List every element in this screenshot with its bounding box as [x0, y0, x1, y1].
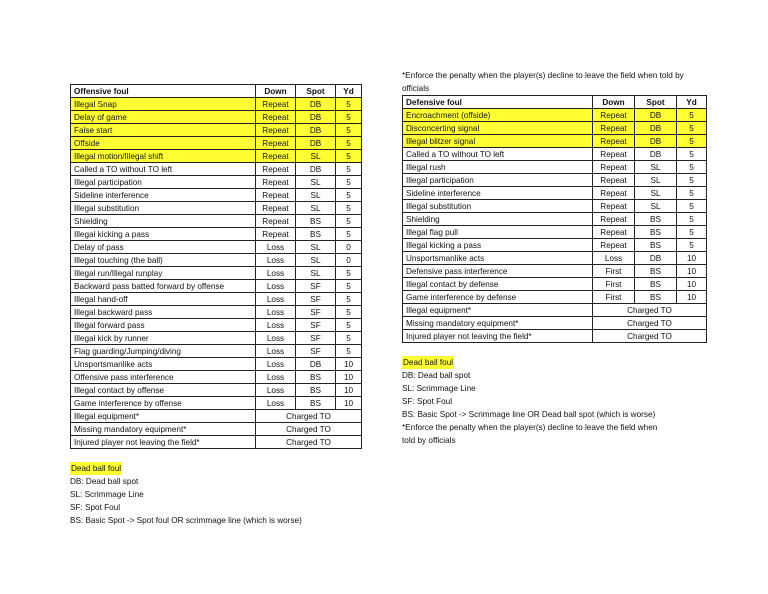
column-header: Defensive foul: [403, 96, 593, 109]
foul-cell: Disconcerting signal: [403, 122, 593, 135]
yard-cell: 5: [336, 215, 362, 228]
legend-title: Dead ball foul: [71, 464, 122, 473]
table-row: [71, 202, 362, 215]
spot-cell: SL: [635, 200, 677, 213]
defensive-fouls-body: [403, 109, 707, 343]
spot-cell: SL: [635, 174, 677, 187]
down-cell: Repeat: [593, 109, 635, 122]
spot-cell: SL: [296, 241, 336, 254]
yard-cell: 5: [336, 150, 362, 163]
down-cell: First: [593, 278, 635, 291]
table-row: [403, 135, 707, 148]
down-cell: Repeat: [593, 122, 635, 135]
down-cell: Loss: [256, 254, 296, 267]
down-cell: Loss: [256, 371, 296, 384]
legend-title: Dead ball foul: [403, 358, 454, 367]
table-row: [71, 215, 362, 228]
result-cell: Charged TO: [593, 304, 707, 317]
foul-cell: Encroachment (offside): [403, 109, 593, 122]
table-row: [71, 267, 362, 280]
foul-cell: Called a TO without TO left: [71, 163, 256, 176]
table-row: [71, 384, 362, 397]
offensive-fouls-table: [70, 84, 362, 449]
foul-cell: Illegal blitzer signal: [403, 135, 593, 148]
foul-cell: Illegal participation: [71, 176, 256, 189]
yard-cell: 0: [336, 241, 362, 254]
foul-cell: Illegal run/Illegal runplay: [71, 267, 256, 280]
yard-cell: 5: [336, 332, 362, 345]
legend-line: told by officials: [402, 436, 456, 445]
foul-cell: Illegal participation: [403, 174, 593, 187]
yard-cell: 5: [336, 293, 362, 306]
spot-cell: BS: [296, 397, 336, 410]
foul-cell: Illegal contact by defense: [403, 278, 593, 291]
legend-line: SL: Scrimmage Line: [402, 384, 476, 393]
yard-cell: 10: [677, 291, 707, 304]
spot-cell: SF: [296, 280, 336, 293]
table-row: [71, 371, 362, 384]
defensive-fouls-table: [402, 95, 707, 343]
yard-cell: 10: [336, 397, 362, 410]
down-cell: Repeat: [256, 176, 296, 189]
column-header: Down: [593, 96, 635, 109]
yard-cell: 5: [677, 135, 707, 148]
table-row: [71, 137, 362, 150]
table-row: [403, 187, 707, 200]
foul-cell: Unsportsmanlike acts: [403, 252, 593, 265]
table-row: [403, 161, 707, 174]
yard-cell: 5: [677, 148, 707, 161]
yard-cell: 10: [677, 278, 707, 291]
table-row: [71, 293, 362, 306]
table-row: [71, 98, 362, 111]
down-cell: Loss: [256, 267, 296, 280]
down-cell: Repeat: [593, 135, 635, 148]
table-row: [71, 176, 362, 189]
table-row: [71, 228, 362, 241]
spot-cell: BS: [635, 213, 677, 226]
spot-cell: BS: [296, 371, 336, 384]
down-cell: First: [593, 265, 635, 278]
table-row: [403, 330, 707, 343]
foul-cell: Illegal kicking a pass: [403, 239, 593, 252]
down-cell: Repeat: [593, 213, 635, 226]
spot-cell: DB: [635, 252, 677, 265]
foul-cell: Game interference by offense: [71, 397, 256, 410]
table-header-row: [403, 96, 707, 109]
spot-cell: DB: [635, 148, 677, 161]
legend-line: DB: Dead ball spot: [402, 371, 471, 380]
down-cell: Repeat: [593, 148, 635, 161]
down-cell: Loss: [256, 306, 296, 319]
down-cell: First: [593, 291, 635, 304]
foul-cell: Missing mandatory equipment*: [71, 423, 256, 436]
legend-line: BS: Basic Spot -> Scrimmage line OR Dead ball spot (which is worse): [402, 410, 656, 419]
down-cell: Repeat: [593, 226, 635, 239]
foul-cell: Illegal kicking a pass: [71, 228, 256, 241]
foul-cell: Illegal Snap: [71, 98, 256, 111]
foul-cell: Illegal substitution: [403, 200, 593, 213]
spot-cell: DB: [296, 111, 336, 124]
foul-cell: Shielding: [403, 213, 593, 226]
spot-cell: DB: [635, 135, 677, 148]
legend-line: *Enforce the penalty when the player(s) decline to leave the field when: [402, 423, 658, 432]
spot-cell: BS: [635, 291, 677, 304]
foul-cell: Illegal rush: [403, 161, 593, 174]
yard-cell: 10: [336, 371, 362, 384]
result-cell: Charged TO: [256, 436, 362, 449]
table-row: [71, 241, 362, 254]
down-cell: Repeat: [256, 202, 296, 215]
down-cell: Repeat: [256, 228, 296, 241]
yard-cell: 5: [336, 267, 362, 280]
yard-cell: 10: [336, 384, 362, 397]
table-row: [403, 122, 707, 135]
down-cell: Repeat: [256, 137, 296, 150]
spot-cell: SF: [296, 332, 336, 345]
yard-cell: 10: [336, 358, 362, 371]
foul-cell: Illegal flag pull: [403, 226, 593, 239]
table-row: [403, 265, 707, 278]
yard-cell: 5: [336, 306, 362, 319]
foul-cell: Injured player not leaving the field*: [71, 436, 256, 449]
column-header: Down: [256, 85, 296, 98]
yard-cell: 5: [336, 137, 362, 150]
foul-cell: Offensive pass interference: [71, 371, 256, 384]
down-cell: Loss: [256, 241, 296, 254]
table-row: [403, 317, 707, 330]
spot-cell: DB: [296, 137, 336, 150]
legend-line: SL: Scrimmage Line: [70, 490, 144, 499]
down-cell: Repeat: [256, 163, 296, 176]
yard-cell: 5: [677, 226, 707, 239]
foul-cell: Called a TO without TO left: [403, 148, 593, 161]
yard-cell: 5: [336, 189, 362, 202]
down-cell: Repeat: [593, 239, 635, 252]
yard-cell: 0: [336, 254, 362, 267]
column-header: Offensive foul: [71, 85, 256, 98]
foul-cell: Illegal motion/Illegal shift: [71, 150, 256, 163]
table-row: [71, 423, 362, 436]
yard-cell: 5: [336, 98, 362, 111]
down-cell: Repeat: [256, 215, 296, 228]
table-row: [403, 239, 707, 252]
foul-cell: Unsportsmanlike acts: [71, 358, 256, 371]
column-header: Spot: [296, 85, 336, 98]
down-cell: Repeat: [256, 150, 296, 163]
legend-line: DB: Dead ball spot: [70, 477, 139, 486]
spot-cell: BS: [296, 228, 336, 241]
spot-cell: SL: [635, 161, 677, 174]
foul-cell: Illegal touching (the ball): [71, 254, 256, 267]
spot-cell: SL: [296, 267, 336, 280]
foul-cell: Flag guarding/Jumping/diving: [71, 345, 256, 358]
foul-cell: Illegal backward pass: [71, 306, 256, 319]
table-row: [403, 291, 707, 304]
table-row: [71, 124, 362, 137]
yard-cell: 5: [336, 176, 362, 189]
offense-legend: [70, 462, 302, 527]
foul-cell: False start: [71, 124, 256, 137]
down-cell: Loss: [256, 384, 296, 397]
down-cell: Repeat: [256, 98, 296, 111]
column-header: Yd: [677, 96, 707, 109]
table-row: [403, 213, 707, 226]
down-cell: Loss: [256, 293, 296, 306]
spot-cell: DB: [296, 358, 336, 371]
column-header: Spot: [635, 96, 677, 109]
table-row: [71, 319, 362, 332]
spot-cell: SL: [635, 187, 677, 200]
down-cell: Repeat: [593, 174, 635, 187]
table-row: [403, 174, 707, 187]
foul-cell: Illegal forward pass: [71, 319, 256, 332]
spot-cell: SF: [296, 319, 336, 332]
yard-cell: 5: [677, 161, 707, 174]
result-cell: Charged TO: [593, 317, 707, 330]
column-header: Yd: [336, 85, 362, 98]
foul-cell: Defensive pass interference: [403, 265, 593, 278]
foul-cell: Backward pass batted forward by offense: [71, 280, 256, 293]
spot-cell: SL: [296, 176, 336, 189]
foul-cell: Injured player not leaving the field*: [403, 330, 593, 343]
foul-cell: Missing mandatory equipment*: [403, 317, 593, 330]
spot-cell: SL: [296, 150, 336, 163]
down-cell: Repeat: [256, 111, 296, 124]
foul-cell: Sideline interference: [403, 187, 593, 200]
yard-cell: 5: [677, 187, 707, 200]
spot-cell: SF: [296, 345, 336, 358]
table-row: [71, 397, 362, 410]
table-row: [71, 358, 362, 371]
yard-cell: 5: [677, 122, 707, 135]
spot-cell: SL: [296, 189, 336, 202]
table-header-row: [71, 85, 362, 98]
yard-cell: 5: [677, 239, 707, 252]
down-cell: Loss: [256, 332, 296, 345]
foul-cell: Delay of game: [71, 111, 256, 124]
yard-cell: 5: [677, 213, 707, 226]
down-cell: Repeat: [593, 161, 635, 174]
down-cell: Repeat: [256, 124, 296, 137]
spot-cell: SF: [296, 293, 336, 306]
yard-cell: 5: [336, 124, 362, 137]
spot-cell: DB: [296, 163, 336, 176]
spot-cell: BS: [635, 265, 677, 278]
foul-cell: Illegal hand-off: [71, 293, 256, 306]
table-row: [403, 109, 707, 122]
down-cell: Loss: [256, 397, 296, 410]
table-row: [71, 150, 362, 163]
yard-cell: 5: [336, 228, 362, 241]
spot-cell: BS: [296, 384, 336, 397]
yard-cell: 10: [677, 252, 707, 265]
spot-cell: BS: [635, 278, 677, 291]
spot-cell: SL: [296, 202, 336, 215]
table-row: [71, 345, 362, 358]
spot-cell: DB: [635, 122, 677, 135]
spot-cell: BS: [296, 215, 336, 228]
table-row: [403, 200, 707, 213]
result-cell: Charged TO: [256, 423, 362, 436]
down-cell: Repeat: [593, 187, 635, 200]
table-row: [403, 148, 707, 161]
table-row: [403, 304, 707, 317]
foul-cell: Illegal kick by runner: [71, 332, 256, 345]
defense-legend: [402, 356, 702, 447]
table-row: [71, 111, 362, 124]
down-cell: Repeat: [256, 189, 296, 202]
table-row: [403, 252, 707, 265]
foul-cell: Sideline interference: [71, 189, 256, 202]
yard-cell: 5: [677, 200, 707, 213]
foul-cell: Delay of pass: [71, 241, 256, 254]
table-row: [71, 306, 362, 319]
yard-cell: 5: [336, 345, 362, 358]
table-row: [71, 332, 362, 345]
foul-cell: Offside: [71, 137, 256, 150]
table-row: [403, 278, 707, 291]
foul-cell: Illegal substitution: [71, 202, 256, 215]
table-row: [71, 436, 362, 449]
yard-cell: 5: [336, 202, 362, 215]
down-cell: Loss: [256, 345, 296, 358]
spot-cell: SF: [296, 306, 336, 319]
table-row: [71, 163, 362, 176]
down-cell: Loss: [256, 319, 296, 332]
yard-cell: 5: [336, 111, 362, 124]
spot-cell: DB: [296, 124, 336, 137]
spot-cell: DB: [635, 109, 677, 122]
yard-cell: 10: [677, 265, 707, 278]
table-row: [71, 254, 362, 267]
yard-cell: 5: [677, 174, 707, 187]
spot-cell: BS: [635, 226, 677, 239]
table-row: [403, 226, 707, 239]
spot-cell: BS: [635, 239, 677, 252]
down-cell: Loss: [593, 252, 635, 265]
yard-cell: 5: [677, 109, 707, 122]
table-row: [71, 189, 362, 202]
down-cell: Loss: [256, 280, 296, 293]
foul-cell: Shielding: [71, 215, 256, 228]
legend-line: SF: Spot Foul: [70, 503, 121, 512]
legend-line: BS: Basic Spot -> Spot foul OR scrimmage line (which is worse): [70, 516, 302, 525]
foul-cell: Game interference by defense: [403, 291, 593, 304]
foul-cell: Illegal contact by offense: [71, 384, 256, 397]
offensive-fouls-body: [71, 98, 362, 449]
legend-line: SF: Spot Foul: [402, 397, 453, 406]
yard-cell: 5: [336, 163, 362, 176]
result-cell: Charged TO: [593, 330, 707, 343]
spot-cell: DB: [296, 98, 336, 111]
table-row: [71, 410, 362, 423]
defense-enforce-note: *Enforce the penalty when the player(s) decline to leave the field when told by officials: [402, 71, 684, 93]
foul-cell: Illegal equipment*: [71, 410, 256, 423]
spot-cell: SL: [296, 254, 336, 267]
foul-cell: Illegal equipment*: [403, 304, 593, 317]
down-cell: Loss: [256, 358, 296, 371]
yard-cell: 5: [336, 280, 362, 293]
table-row: [71, 280, 362, 293]
yard-cell: 5: [336, 319, 362, 332]
down-cell: Repeat: [593, 200, 635, 213]
result-cell: Charged TO: [256, 410, 362, 423]
